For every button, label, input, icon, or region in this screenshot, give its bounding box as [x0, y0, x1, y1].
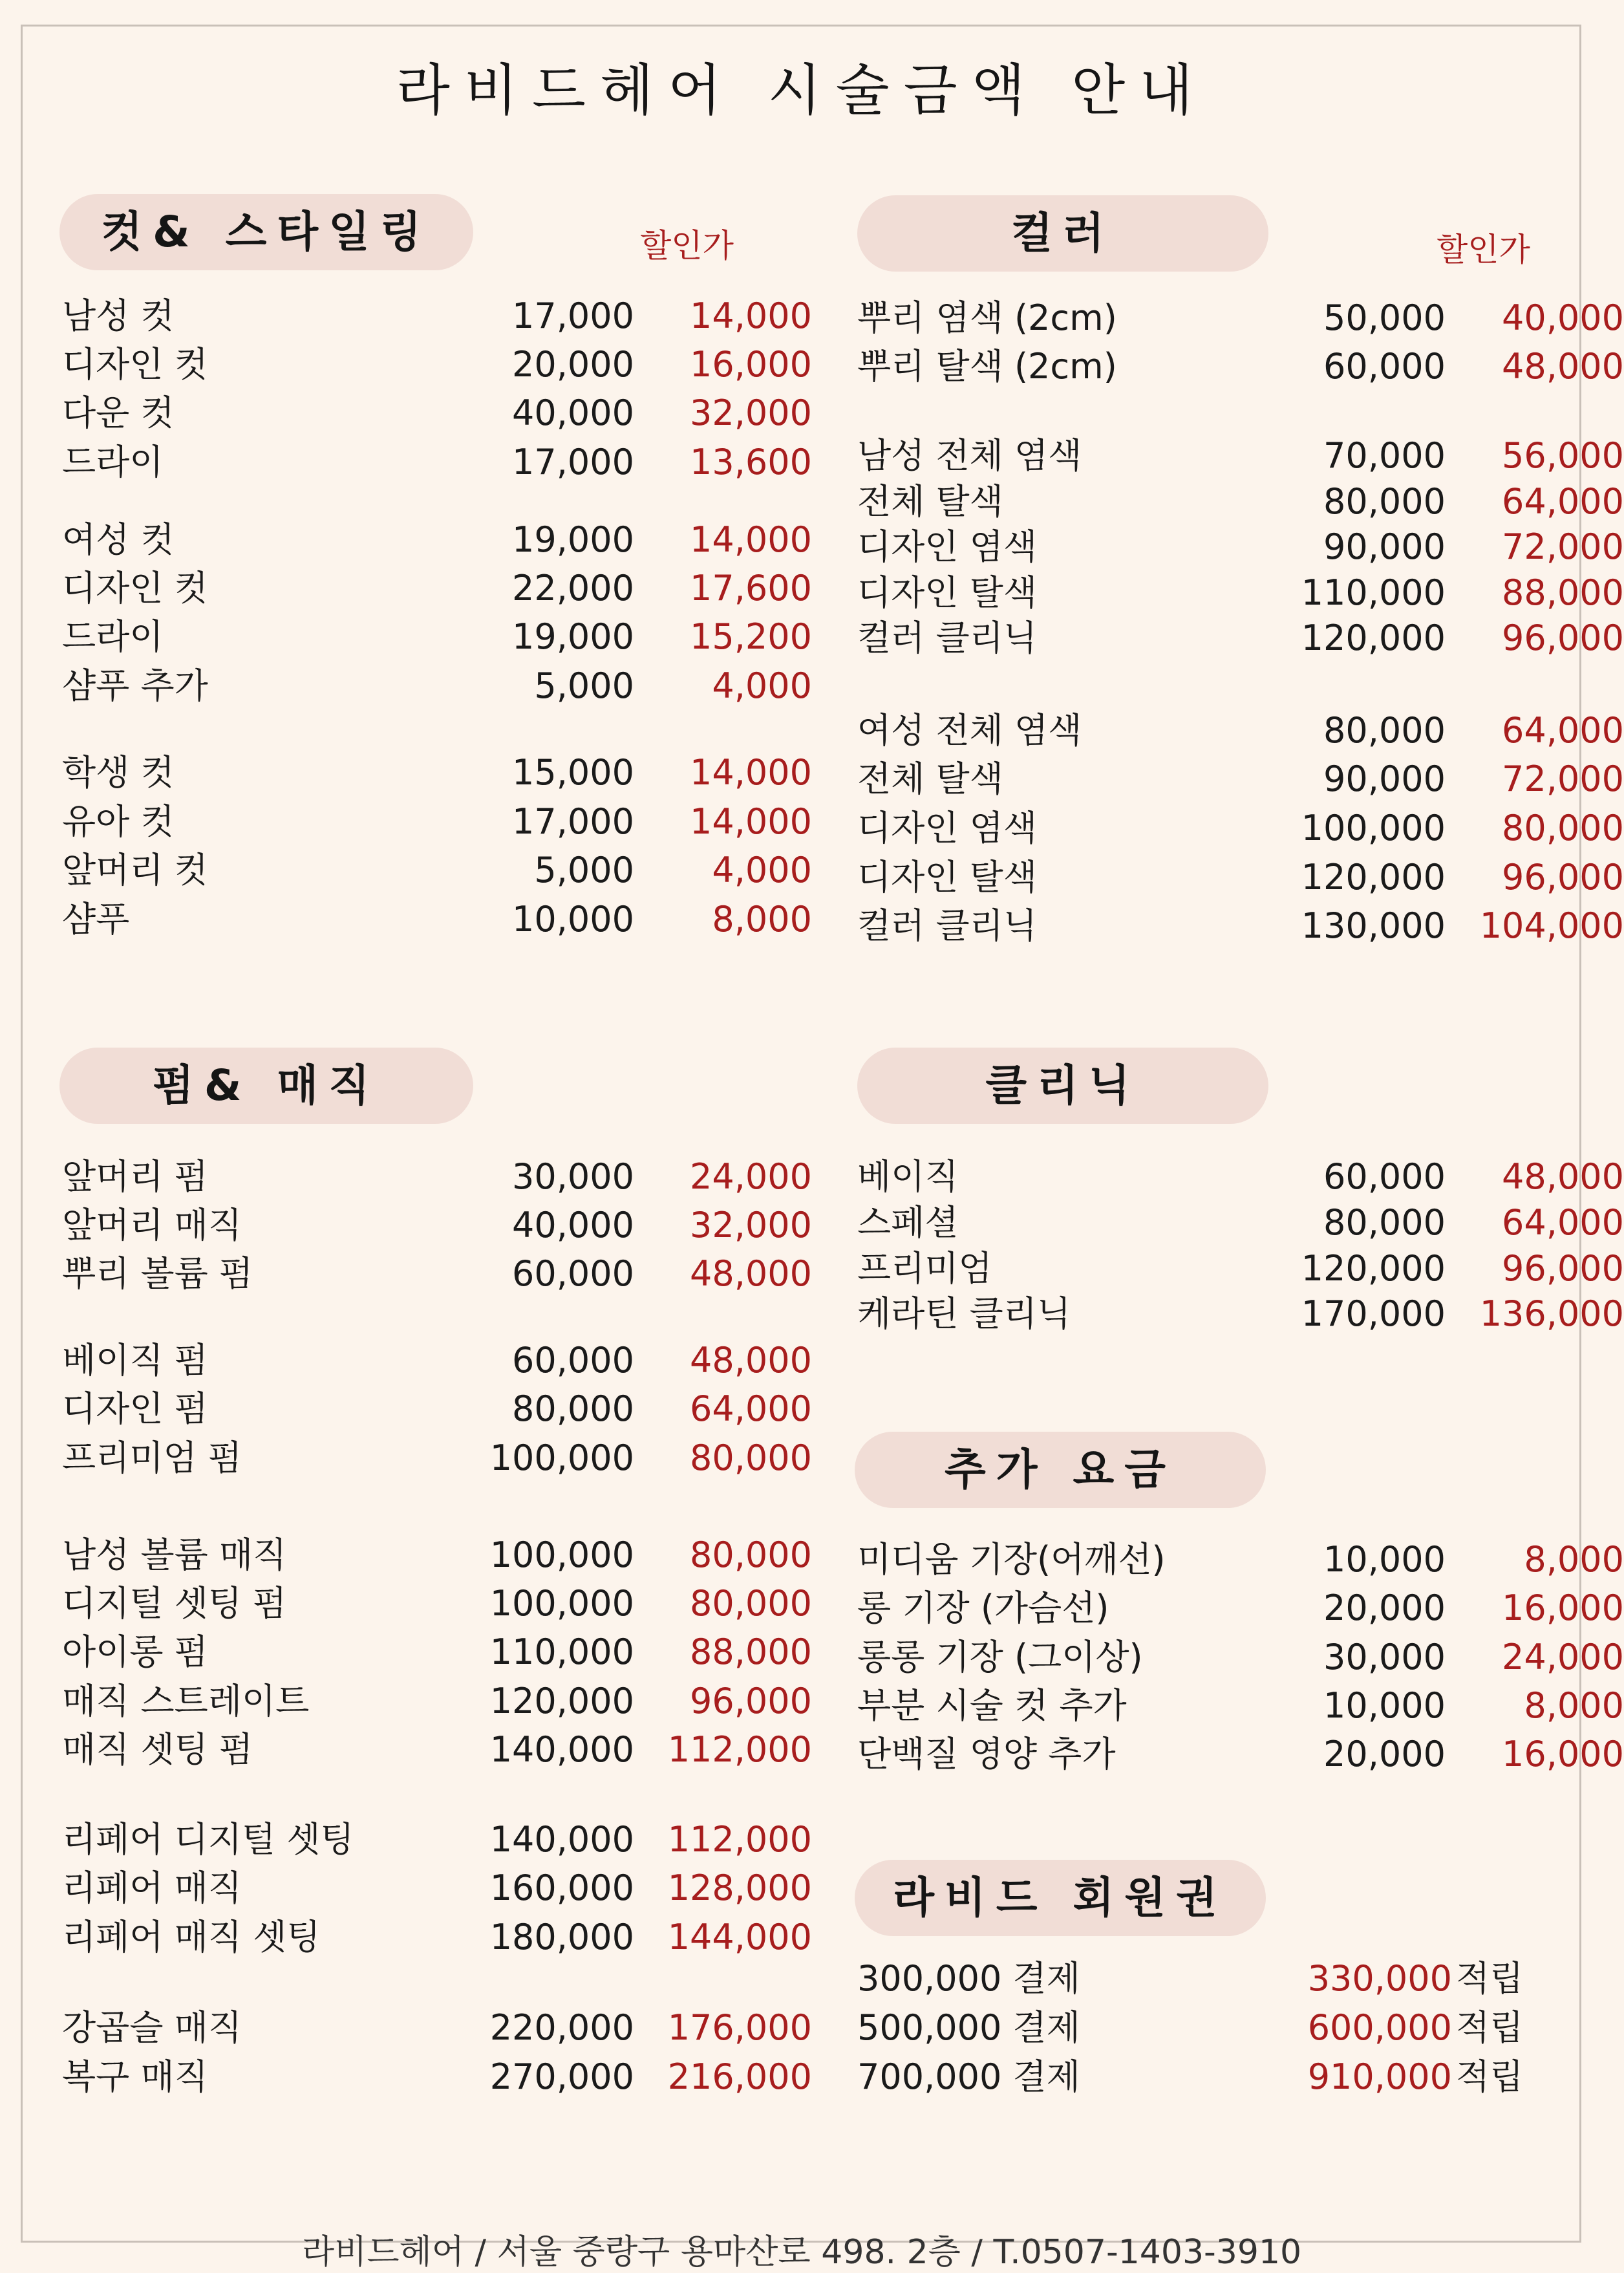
service-name: 디자인 컷	[62, 344, 208, 385]
service-name: 전체 탈색	[857, 759, 1003, 799]
price-row	[857, 2052, 1546, 2102]
regular-price: 20,000	[1323, 1734, 1446, 1774]
price-row	[62, 1579, 812, 1628]
discount-price: 64,000	[1502, 1202, 1624, 1243]
service-name: 디자인 탈색	[857, 572, 1037, 613]
service-name: 앞머리 펌	[62, 1156, 208, 1197]
service-name: 리페어 매직 셋팅	[62, 1917, 321, 1957]
price-row	[62, 797, 812, 846]
discount-price: 14,000	[690, 801, 812, 842]
service-name: 다운 컷	[62, 393, 175, 433]
service-name: 드라이	[62, 442, 164, 482]
regular-price: 30,000	[512, 1156, 634, 1197]
service-name: 컬러 클리닉	[857, 618, 1037, 658]
price-row	[62, 1384, 812, 1434]
service-name: 전체 탈색	[857, 481, 1003, 522]
discount-price: 104,000	[1479, 905, 1624, 946]
service-name: 디자인 펌	[62, 1388, 208, 1429]
discount-price: 96,000	[1502, 1248, 1624, 1289]
section-header-color: 컬러	[857, 195, 1268, 272]
service-name: 베이직 펌	[62, 1340, 208, 1381]
price-row	[857, 1681, 1624, 1730]
discount-price: 96,000	[1502, 618, 1624, 658]
service-name: 앞머리 컷	[62, 850, 208, 890]
discount-price: 64,000	[1502, 481, 1624, 522]
section-header-perm: 펌& 매직	[59, 1048, 473, 1124]
price-row	[857, 1633, 1624, 1682]
price-row	[62, 340, 812, 389]
regular-price: 20,000	[512, 344, 634, 385]
discount-price: 16,000	[1502, 1588, 1624, 1628]
regular-price: 17,000	[512, 296, 634, 336]
price-row	[62, 1152, 812, 1201]
price-row	[62, 2052, 812, 2102]
discount-price: 14,000	[690, 519, 812, 560]
service-name: 리페어 매직	[62, 1868, 242, 1908]
regular-price: 140,000	[489, 1729, 634, 1770]
regular-price: 70,000	[1323, 435, 1446, 476]
membership-credit: 330,000	[1307, 1958, 1452, 1999]
price-row	[62, 1677, 812, 1726]
service-name: 드라이	[62, 616, 164, 657]
price-row	[857, 477, 1624, 526]
regular-price: 20,000	[1323, 1588, 1446, 1628]
discount-price: 8,000	[1524, 1539, 1624, 1580]
service-name: 디자인 탈색	[857, 857, 1037, 898]
service-name: 리페어 디지털 셋팅	[62, 1819, 354, 1860]
discount-price: 48,000	[690, 1340, 812, 1381]
service-name: 롱 기장 (가슴선)	[857, 1588, 1109, 1628]
price-row	[62, 895, 812, 944]
regular-price: 100,000	[489, 1535, 634, 1575]
discount-price: 216,000	[667, 2056, 812, 2097]
discount-price: 32,000	[690, 393, 812, 433]
discount-price: 13,600	[690, 442, 812, 482]
price-row	[62, 1628, 812, 1677]
price-row	[62, 1434, 812, 1483]
regular-price: 17,000	[512, 801, 634, 842]
service-name: 매직 셋팅 펌	[62, 1729, 253, 1770]
discount-price: 24,000	[1502, 1637, 1624, 1677]
service-name: 남성 볼륨 매직	[62, 1535, 287, 1575]
price-row	[857, 342, 1624, 391]
regular-price: 270,000	[489, 2056, 634, 2097]
regular-price: 160,000	[489, 1868, 634, 1908]
price-row	[62, 564, 812, 613]
regular-price: 80,000	[1323, 710, 1446, 751]
regular-price: 60,000	[512, 1253, 634, 1294]
price-row	[62, 438, 812, 487]
price-row	[62, 515, 812, 565]
service-name: 남성 컷	[62, 296, 175, 336]
regular-price: 170,000	[1301, 1293, 1446, 1334]
price-row	[857, 2003, 1546, 2052]
discount-price: 4,000	[712, 850, 812, 890]
membership-credit: 910,000	[1307, 2056, 1452, 2097]
service-name: 여성 전체 염색	[857, 710, 1082, 751]
discount-price: 48,000	[1502, 346, 1624, 387]
regular-price: 90,000	[1323, 759, 1446, 799]
regular-price: 140,000	[489, 1819, 634, 1860]
discount-price: 16,000	[690, 344, 812, 385]
regular-price: 110,000	[489, 1632, 634, 1672]
price-row	[857, 706, 1624, 755]
regular-price: 220,000	[489, 2007, 634, 2048]
regular-price: 120,000	[1301, 857, 1446, 898]
service-name: 롱롱 기장 (그이상)	[857, 1637, 1143, 1677]
discount-price: 80,000	[690, 1583, 812, 1624]
regular-price: 15,000	[512, 752, 634, 793]
discount-price: 8,000	[712, 899, 812, 940]
discount-price: 80,000	[690, 1438, 812, 1478]
regular-price: 19,000	[512, 616, 634, 657]
service-name: 앞머리 매직	[62, 1205, 242, 1245]
discount-price: 14,000	[690, 296, 812, 336]
membership-suffix: 적립	[1456, 2007, 1524, 2048]
price-row	[857, 568, 1624, 618]
service-name: 뿌리 탈색 (2cm)	[857, 346, 1117, 387]
discount-price: 112,000	[667, 1729, 812, 1770]
regular-price: 100,000	[489, 1438, 634, 1478]
price-row	[857, 1584, 1624, 1633]
membership-payment: 700,000 결제	[857, 2056, 1080, 2097]
service-name: 프리미엄 펌	[62, 1438, 242, 1478]
regular-price: 80,000	[512, 1388, 634, 1429]
price-row	[857, 1198, 1624, 1247]
discount-label-left: 할인가	[640, 227, 734, 264]
service-name: 샴푸 추가	[62, 665, 208, 706]
discount-price: 24,000	[690, 1156, 812, 1197]
regular-price: 30,000	[1323, 1637, 1446, 1677]
discount-price: 17,600	[690, 568, 812, 609]
discount-label-right: 할인가	[1437, 231, 1530, 268]
price-row	[62, 662, 812, 711]
page-title: 라비드헤어 시술금액 안내	[396, 58, 1208, 123]
regular-price: 10,000	[1323, 1685, 1446, 1726]
price-row	[62, 2003, 812, 2052]
discount-price: 48,000	[690, 1253, 812, 1294]
membership-suffix: 적립	[1456, 1958, 1524, 1999]
service-name: 복구 매직	[62, 2056, 208, 2097]
price-row	[857, 853, 1624, 902]
discount-price: 96,000	[690, 1681, 812, 1721]
service-name: 디지털 셋팅 펌	[62, 1583, 287, 1624]
price-row	[62, 1913, 812, 1962]
service-name: 여성 컷	[62, 519, 175, 560]
price-row	[62, 748, 812, 797]
discount-price: 64,000	[690, 1388, 812, 1429]
service-name: 컬러 클리닉	[857, 905, 1037, 946]
regular-price: 22,000	[512, 568, 634, 609]
regular-price: 90,000	[1323, 526, 1446, 567]
service-name: 베이직	[857, 1156, 959, 1197]
discount-price: 176,000	[667, 2007, 812, 2048]
service-name: 단백질 영양 추가	[857, 1734, 1116, 1774]
price-row	[857, 614, 1624, 663]
discount-price: 80,000	[690, 1535, 812, 1575]
price-row	[62, 1725, 812, 1774]
regular-price: 60,000	[1323, 346, 1446, 387]
discount-price: 112,000	[667, 1819, 812, 1860]
price-row	[62, 1336, 812, 1385]
discount-price: 80,000	[1502, 808, 1624, 848]
service-name: 프리미엄	[857, 1248, 992, 1289]
regular-price: 110,000	[1301, 572, 1446, 613]
discount-price: 56,000	[1502, 435, 1624, 476]
membership-suffix: 적립	[1456, 2056, 1524, 2097]
price-row	[857, 431, 1624, 480]
regular-price: 60,000	[1323, 1156, 1446, 1197]
regular-price: 120,000	[489, 1681, 634, 1721]
price-row	[62, 389, 812, 438]
service-name: 뿌리 염색 (2cm)	[857, 297, 1117, 338]
regular-price: 100,000	[1301, 808, 1446, 848]
regular-price: 40,000	[512, 1205, 634, 1245]
discount-price: 88,000	[1502, 572, 1624, 613]
price-row	[857, 1244, 1624, 1293]
regular-price: 19,000	[512, 519, 634, 560]
price-row	[62, 846, 812, 895]
membership-payment: 300,000 결제	[857, 1958, 1080, 1999]
price-row	[62, 1815, 812, 1864]
price-row	[857, 755, 1624, 804]
price-row	[62, 292, 812, 341]
regular-price: 130,000	[1301, 905, 1446, 946]
price-row	[857, 901, 1624, 951]
service-name: 학생 컷	[62, 752, 175, 793]
discount-price: 64,000	[1502, 710, 1624, 751]
discount-price: 32,000	[690, 1205, 812, 1245]
price-row	[62, 1249, 812, 1298]
discount-price: 144,000	[667, 1917, 812, 1957]
section-header-cut: 컷& 스타일링	[59, 194, 473, 270]
regular-price: 5,000	[534, 850, 634, 890]
regular-price: 17,000	[512, 442, 634, 482]
price-row	[857, 1535, 1624, 1584]
regular-price: 180,000	[489, 1917, 634, 1957]
service-name: 디자인 염색	[857, 526, 1037, 567]
regular-price: 5,000	[534, 665, 634, 706]
service-name: 남성 전체 염색	[857, 435, 1082, 476]
service-name: 아이롱 펌	[62, 1632, 208, 1672]
discount-price: 40,000	[1502, 297, 1624, 338]
discount-price: 4,000	[712, 665, 812, 706]
discount-price: 14,000	[690, 752, 812, 793]
regular-price: 50,000	[1323, 297, 1446, 338]
service-name: 강곱슬 매직	[62, 2007, 242, 2048]
discount-price: 8,000	[1524, 1685, 1624, 1726]
discount-price: 72,000	[1502, 526, 1624, 567]
regular-price: 80,000	[1323, 1202, 1446, 1243]
price-row	[857, 1954, 1546, 2003]
price-row	[62, 1201, 812, 1250]
discount-price: 128,000	[667, 1868, 812, 1908]
discount-price: 15,200	[690, 616, 812, 657]
footer-address: 라비드헤어 / 서울 중랑구 용마산로 498. 2층 / T.0507-1403-3910	[301, 2233, 1302, 2272]
regular-price: 10,000	[1323, 1539, 1446, 1580]
service-name: 유아 컷	[62, 801, 175, 842]
service-name: 디자인 염색	[857, 808, 1037, 848]
service-name: 스페셜	[857, 1202, 959, 1243]
regular-price: 120,000	[1301, 618, 1446, 658]
price-row	[62, 612, 812, 662]
service-name: 샴푸	[62, 899, 130, 940]
section-header-membership: 라비드 회원권	[855, 1860, 1266, 1936]
discount-price: 96,000	[1502, 857, 1624, 898]
price-row	[857, 522, 1624, 572]
membership-payment: 500,000 결제	[857, 2007, 1080, 2048]
discount-price: 72,000	[1502, 759, 1624, 799]
price-row	[857, 1289, 1624, 1339]
price-row	[857, 294, 1624, 343]
discount-price: 88,000	[690, 1632, 812, 1672]
regular-price: 120,000	[1301, 1248, 1446, 1289]
section-header-extra: 추가 요금	[855, 1432, 1266, 1508]
price-row	[857, 1730, 1624, 1779]
membership-credit: 600,000	[1307, 2007, 1452, 2048]
regular-price: 100,000	[489, 1583, 634, 1624]
price-row	[857, 1152, 1624, 1201]
regular-price: 60,000	[512, 1340, 634, 1381]
service-name: 케라틴 클리닉	[857, 1293, 1071, 1334]
regular-price: 10,000	[512, 899, 634, 940]
service-name: 매직 스트레이트	[62, 1681, 310, 1721]
service-name: 디자인 컷	[62, 568, 208, 609]
service-name: 뿌리 볼륨 펌	[62, 1253, 253, 1294]
service-name: 미디움 기장(어깨선)	[857, 1539, 1166, 1580]
price-row	[857, 804, 1624, 853]
discount-price: 136,000	[1479, 1293, 1624, 1334]
discount-price: 16,000	[1502, 1734, 1624, 1774]
section-header-clinic: 클리닉	[857, 1048, 1268, 1124]
service-name: 부분 시술 컷 추가	[857, 1685, 1127, 1726]
price-row	[62, 1531, 812, 1580]
discount-price: 48,000	[1502, 1156, 1624, 1197]
regular-price: 40,000	[512, 393, 634, 433]
regular-price: 80,000	[1323, 481, 1446, 522]
price-row	[62, 1864, 812, 1913]
